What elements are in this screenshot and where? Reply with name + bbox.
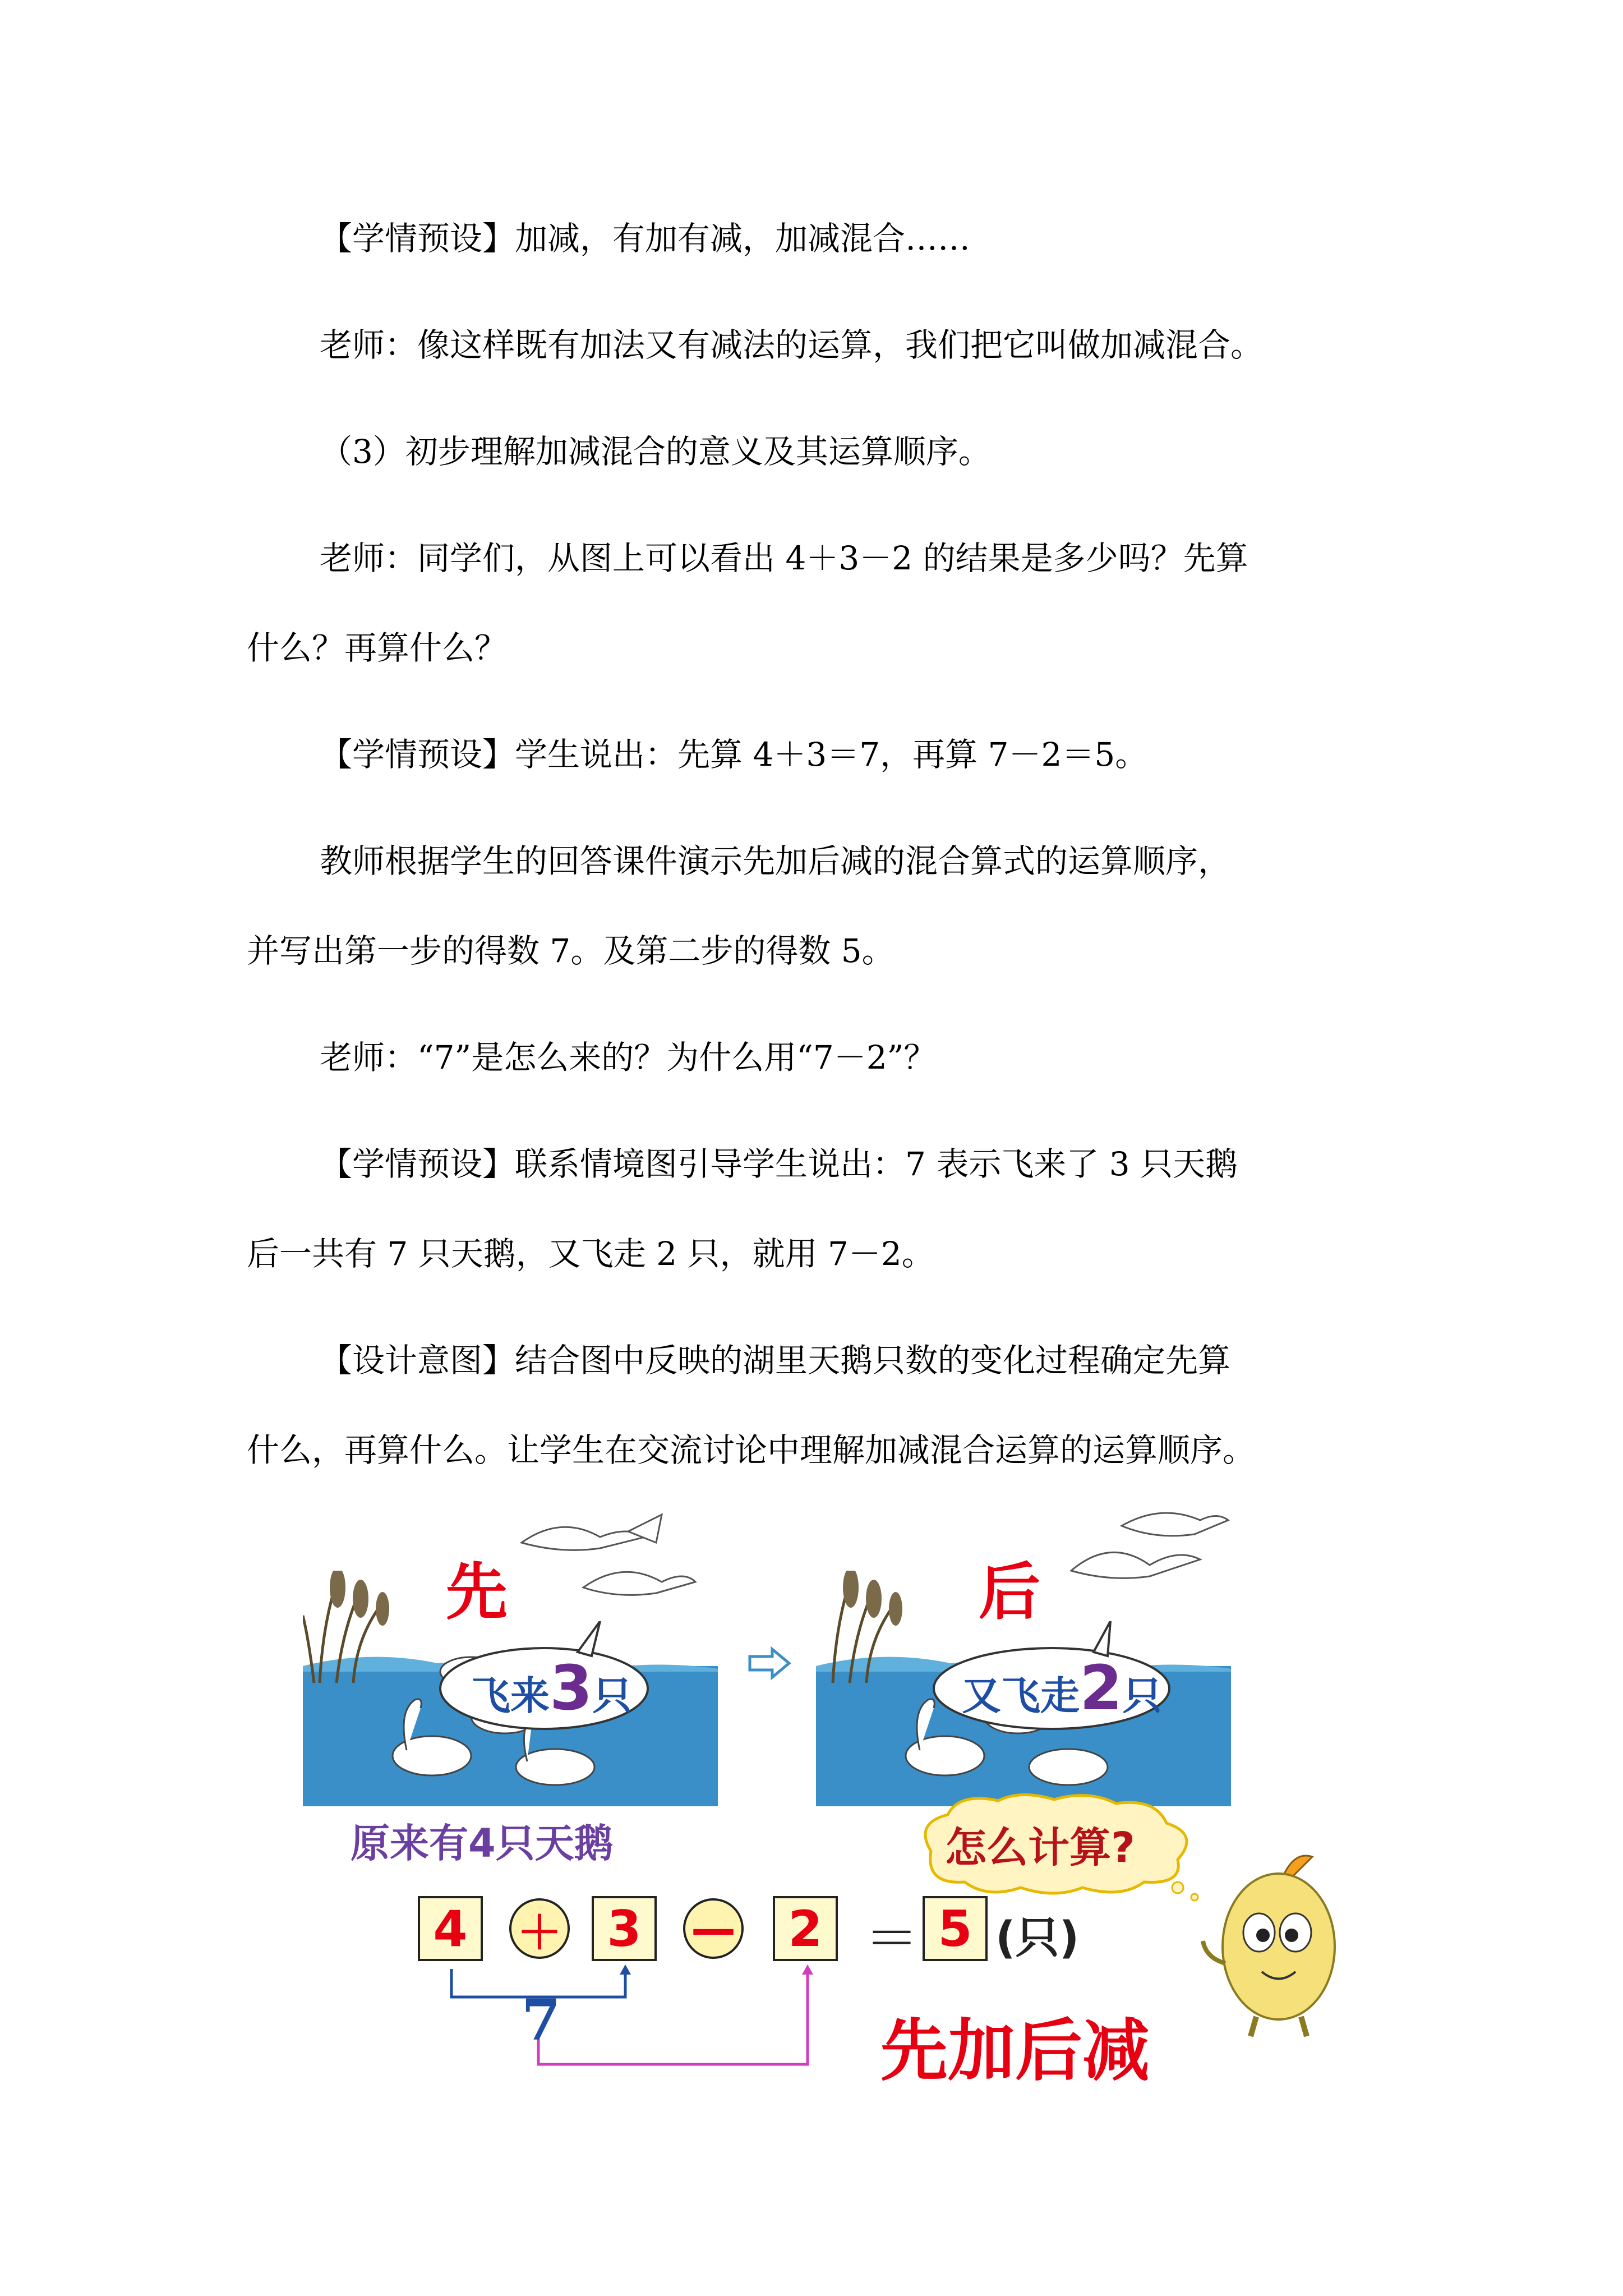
equals-sign: ＝ [865, 1907, 919, 1970]
paragraph-7: 老师：“7”是怎么来的？为什么用“7－2”？ [320, 1038, 937, 1076]
subtrahend-box: 2 [773, 1896, 838, 1961]
paragraph-1: 【学情预设】加减，有加有减，加减混合…… [320, 219, 971, 257]
bubble-text-right: 又飞走2只 [962, 1652, 1162, 1724]
paragraph-2: 老师：像这样既有加法又有减法的运算，我们把它叫做加减混合。 [320, 326, 1264, 364]
addend-box: 4 [418, 1896, 483, 1961]
intermediate-result: 7 [522, 1987, 561, 2053]
paragraph-3: （3）初步理解加减混合的意义及其运算顺序。 [320, 432, 991, 471]
order-slogan: 先加后减 [880, 2012, 1150, 2090]
caption-original-count: 原来有4只天鹅 [351, 1820, 614, 1866]
paragraph-6: 教师根据学生的回答课件演示先加后减的混合算式的运算顺序， [320, 842, 1231, 880]
result-box: 5 [923, 1896, 988, 1961]
paragraph-5: 【学情预设】学生说出：先算 4＋3＝7，再算 7－2＝5。 [320, 735, 1148, 774]
minus-sign: — [683, 1898, 744, 1959]
paragraph-6-cont: 并写出第一步的得数 7。及第二步的得数 5。 [247, 932, 895, 970]
paragraph-4: 老师：同学们，从图上可以看出 4＋3－2 的结果是多少吗？先算 [320, 539, 1248, 577]
thought-text: 怎么计算? [945, 1824, 1135, 1872]
potato-mascot [1200, 1851, 1357, 2042]
second-label: 后 [979, 1556, 1040, 1628]
paragraph-8-cont: 后一共有 7 只天鹅，又飞走 2 只，就用 7－2。 [247, 1235, 934, 1273]
paragraph-4-cont: 什么？再算什么？ [247, 629, 508, 667]
first-label: 先 [446, 1556, 508, 1628]
paragraph-8: 【学情预设】联系情境图引导学生说出：7 表示飞来了 3 只天鹅 [320, 1145, 1238, 1183]
paragraph-9-cont: 什么，再算什么。让学生在交流讨论中理解加减混合运算的运算顺序。 [247, 1431, 1256, 1469]
plus-sign: ＋ [509, 1898, 570, 1959]
second-addend-box: 3 [592, 1896, 657, 1961]
bubble-text-left: 飞来3只 [471, 1652, 632, 1724]
unit-label: (只) [995, 1913, 1080, 1963]
math-illustration [292, 1503, 1424, 2109]
paragraph-9: 【设计意图】结合图中反映的湖里天鹅只数的变化过程确定先算 [320, 1341, 1231, 1379]
